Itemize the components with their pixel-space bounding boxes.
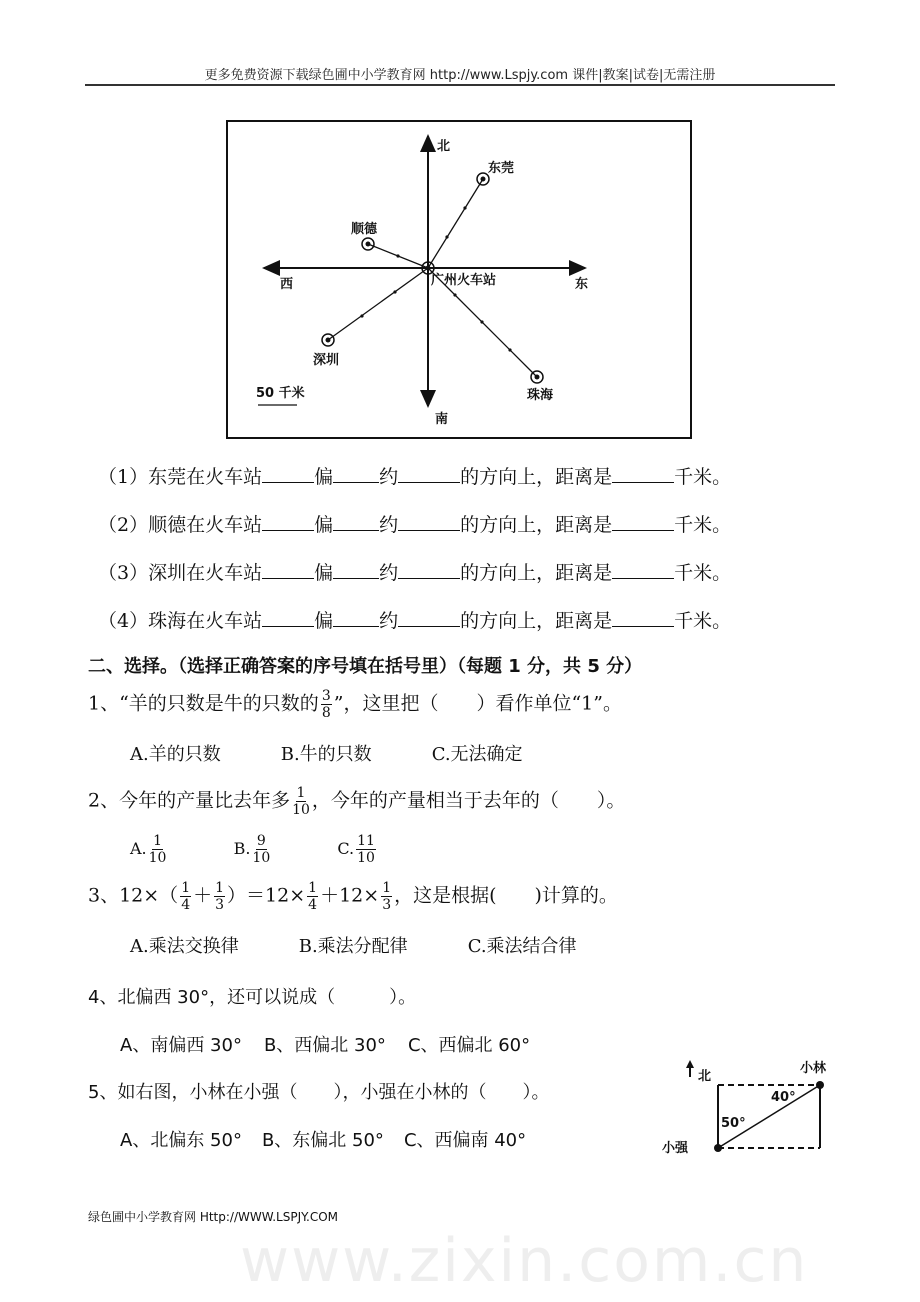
question-4: 4、北偏西 30°，还可以说成（ ）。 xyxy=(88,987,417,1008)
answer-blank[interactable] xyxy=(333,462,379,483)
answer-blank[interactable] xyxy=(262,462,314,483)
answer-blank[interactable] xyxy=(262,606,314,627)
answer-blank[interactable] xyxy=(262,510,314,531)
svg-text:小林: 小林 xyxy=(800,1061,827,1076)
question-3-options: A.乘法交换律 B.乘法分配律 C.乘法结合律 xyxy=(130,936,577,957)
answer-blank[interactable] xyxy=(612,606,674,627)
label-shunde: 顺德 xyxy=(351,222,378,237)
answer-blank[interactable] xyxy=(612,510,674,531)
page-header: 更多免费资源下载绿色圃中小学教育网 http://www.Lspjy.com 课件|教案|试卷|无需注册 xyxy=(204,68,716,83)
question-5-options: A、北偏东 50° B、东偏北 50° C、西偏南 40° xyxy=(120,1130,527,1151)
label-west: 西 xyxy=(280,277,294,292)
answer-blank[interactable] xyxy=(612,558,674,579)
page-footer: 绿色圃中小学教育网 Http://WWW.LSPJY.COM xyxy=(88,1210,338,1224)
svg-text:北: 北 xyxy=(698,1069,712,1084)
label-east: 东 xyxy=(575,277,589,292)
watermark: www.zixin.com.cn xyxy=(240,1226,809,1296)
svg-text:小强: 小强 xyxy=(662,1141,689,1156)
answer-blank[interactable] xyxy=(398,462,460,483)
answer-blank[interactable] xyxy=(612,462,674,483)
label-north: 北 xyxy=(437,139,451,154)
fill-question-1: （1）东莞在火车站 偏 约 的方向上，距离是 千米。 xyxy=(98,462,731,489)
answer-blank[interactable] xyxy=(333,510,379,531)
question-4-options: A、南偏西 30° B、西偏北 30° C、西偏北 60° xyxy=(120,1035,531,1056)
label-shenzhen: 深圳 xyxy=(313,353,340,368)
question-2-options: A. $\frac{1}{10}$ B. $\frac{9}{10}$ C. $\frac{11}{10}$ xyxy=(130,833,375,866)
label-south: 南 xyxy=(435,412,449,427)
svg-text:50°: 50° xyxy=(721,1116,746,1131)
answer-blank[interactable] xyxy=(262,558,314,579)
scale-label: 50 千米 xyxy=(256,386,305,401)
svg-text:40°: 40° xyxy=(771,1090,796,1105)
answer-blank[interactable] xyxy=(333,606,379,627)
question-1-options: A.羊的只数 B.牛的只数 C.无法确定 xyxy=(130,744,523,765)
question-5-figure xyxy=(660,1050,840,1160)
answer-blank[interactable] xyxy=(398,606,460,627)
direction-map xyxy=(0,0,920,460)
fill-question-2: （2）顺德在火车站 偏 约 的方向上，距离是 千米。 xyxy=(98,510,731,537)
question-5: 5、如右图，小林在小强（ ），小强在小林的（ ）。 xyxy=(88,1082,550,1103)
label-zhuhai: 珠海 xyxy=(527,388,554,403)
label-dongguan: 东莞 xyxy=(488,161,515,176)
fill-question-3: （3）深圳在火车站 偏 约 的方向上，距离是 千米。 xyxy=(98,558,731,585)
north-arrow-icon xyxy=(686,1060,694,1068)
fill-question-4: （4）珠海在火车站 偏 约 的方向上，距离是 千米。 xyxy=(98,606,731,633)
answer-blank[interactable] xyxy=(398,510,460,531)
answer-blank[interactable] xyxy=(333,558,379,579)
section-title: 二、选择。（选择正确答案的序号填在括号里）（每题 1 分，共 5 分） xyxy=(88,656,643,677)
question-3: 3、12×（ $\frac{1}{4}$ ＋ $\frac{1}{3}$ ）＝12× $\frac{1}{4}$ ＋12× $\frac{1}{3}$ ，这是根据( )计算的。 xyxy=(88,880,618,913)
answer-blank[interactable] xyxy=(398,558,460,579)
label-station: 广州火车站 xyxy=(431,273,497,288)
question-2: 2、今年的产量比去年多 $\frac{1}{10}$ ，今年的产量相当于去年的（ ）。 xyxy=(88,785,626,818)
question-1: 1、“羊的只数是牛的只数的 $\frac{3}{8}$ ”，这里把（ ）看作单位“1”。 xyxy=(88,688,622,721)
